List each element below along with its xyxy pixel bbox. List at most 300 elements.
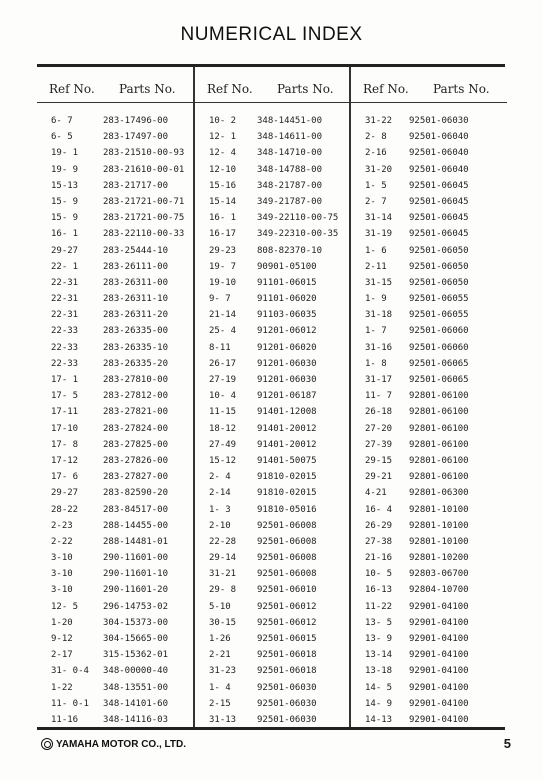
ref-no-cell: 27-38 xyxy=(365,536,393,547)
ref-no-cell: 22- 1 xyxy=(51,261,79,272)
table-row xyxy=(195,404,351,420)
table-row xyxy=(195,437,351,453)
ref-no-cell: 22-33 xyxy=(51,358,79,369)
parts-no-cell: 283-21721-00-75 xyxy=(103,213,185,224)
parts-no-cell: 283-82590-20 xyxy=(103,488,169,499)
parts-no-cell: 92501-06055 xyxy=(409,294,469,305)
table-row xyxy=(195,291,351,307)
ref-no-cell: 15- 9 xyxy=(51,213,79,224)
parts-no-cell: 288-14455-00 xyxy=(103,520,169,531)
parts-no-cell: 348-14611-00 xyxy=(257,132,323,143)
ref-no-cell: 31-21 xyxy=(209,569,237,580)
ref-no-cell: 27-20 xyxy=(365,423,393,434)
table-row xyxy=(37,323,193,339)
parts-no-cell: 348-14451-00 xyxy=(257,116,323,126)
index-column-2 xyxy=(193,67,351,727)
parts-no-cell: 91401-50075 xyxy=(257,455,317,466)
parts-no-cell: 92801-10100 xyxy=(409,504,469,515)
table-row xyxy=(195,210,351,226)
ref-no-cell: 27-39 xyxy=(365,439,393,450)
parts-no-cell: 283-26335-00 xyxy=(103,326,169,337)
table-row xyxy=(37,388,193,404)
ref-no-cell: 2-14 xyxy=(209,488,231,499)
ref-no-cell: 11-16 xyxy=(51,714,79,725)
table-row xyxy=(351,178,507,194)
parts-no-cell: 348-21787-00 xyxy=(257,180,323,191)
parts-no-cell: 91810-02015 xyxy=(257,472,317,483)
column-header xyxy=(37,67,193,103)
ref-no-cell: 12- 4 xyxy=(209,148,237,159)
table-row xyxy=(351,663,507,679)
ref-no-cell: 15-13 xyxy=(51,180,79,191)
ref-no-cell: 31- 0-4 xyxy=(51,666,89,677)
table-row xyxy=(351,259,507,275)
ref-no-cell: 15-14 xyxy=(209,196,237,207)
ref-no-cell: 17-12 xyxy=(51,455,79,466)
table-row xyxy=(195,485,351,501)
parts-no-cell: 92501-06015 xyxy=(257,634,317,644)
ref-no-cell: 10- 4 xyxy=(209,391,237,402)
ref-no-cell: 22-31 xyxy=(51,277,79,288)
table-row xyxy=(195,226,351,242)
parts-no-cell: 91103-06035 xyxy=(257,310,317,321)
ref-no-cell: 25- 4 xyxy=(209,326,237,337)
table-row xyxy=(351,129,507,145)
parts-no-cell: 91201-06030 xyxy=(257,375,317,385)
ref-no-cell: 1- 5 xyxy=(365,180,387,191)
page-number: 5 xyxy=(503,736,511,751)
parts-no-cell: 349-22110-00-75 xyxy=(257,213,339,224)
table-row xyxy=(195,469,351,485)
table-row xyxy=(351,712,507,728)
parts-no-cell: 92501-06008 xyxy=(257,536,317,547)
ref-no-cell: 26-29 xyxy=(365,520,393,531)
table-row xyxy=(351,243,507,259)
table-row xyxy=(195,178,351,194)
parts-no-cell: 92801-10100 xyxy=(409,536,469,547)
ref-no-cell: 8-11 xyxy=(209,342,231,353)
ref-no-cell: 1- 8 xyxy=(365,358,387,369)
parts-no-cell: 92901-04100 xyxy=(409,682,469,693)
table-row xyxy=(195,145,351,161)
table-row xyxy=(351,162,507,178)
parts-no-cell: 92501-06008 xyxy=(257,520,317,531)
table-row xyxy=(37,259,193,275)
ref-no-cell: 2-23 xyxy=(51,520,73,531)
table-row xyxy=(195,534,351,550)
table-row xyxy=(37,145,193,161)
yamaha-logo-icon xyxy=(41,738,53,750)
ref-no-cell: 19-10 xyxy=(209,277,237,288)
parts-no-cell: 92501-06050 xyxy=(409,277,469,288)
parts-no-cell: 92501-06030 xyxy=(257,698,317,709)
table-row xyxy=(195,566,351,582)
ref-no-cell: 22-33 xyxy=(51,326,79,337)
ref-no-cell: 16- 1 xyxy=(51,229,79,240)
table-row xyxy=(37,502,193,518)
parts-no-cell: 92501-06040 xyxy=(409,148,469,159)
table-row xyxy=(351,631,507,647)
ref-no-cell: 27-19 xyxy=(209,375,237,385)
ref-no-cell: 17- 8 xyxy=(51,439,79,450)
parts-no-cell: 91201-06020 xyxy=(257,342,317,353)
table-row xyxy=(195,194,351,210)
ref-no-cell: 6- 7 xyxy=(51,116,73,126)
ref-no-cell: 22-33 xyxy=(51,342,79,353)
table-row xyxy=(195,582,351,598)
table-row xyxy=(37,663,193,679)
parts-no-cell: 283-27821-00 xyxy=(103,407,169,418)
table-row xyxy=(351,226,507,242)
parts-no-cell: 92901-04100 xyxy=(409,650,469,661)
table-row xyxy=(37,615,193,631)
table-row xyxy=(195,615,351,631)
parts-no-cell: 92501-06008 xyxy=(257,553,317,564)
table-row xyxy=(37,550,193,566)
ref-no-cell: 18-12 xyxy=(209,423,237,434)
parts-no-cell: 92501-06045 xyxy=(409,229,469,240)
parts-no-cell: 92501-06030 xyxy=(257,714,317,725)
ref-no-cell: 29-21 xyxy=(365,472,393,483)
parts-no-cell: 92801-06100 xyxy=(409,439,469,450)
table-row xyxy=(37,518,193,534)
parts-no-cell: 91201-06030 xyxy=(257,358,317,369)
ref-no-cell: 31-13 xyxy=(209,714,237,725)
table-row xyxy=(195,680,351,696)
table-row xyxy=(351,680,507,696)
ref-no-cell: 10- 5 xyxy=(365,569,393,580)
parts-no-cell: 348-14710-00 xyxy=(257,148,323,159)
table-row xyxy=(195,631,351,647)
parts-no-cell: 283-27827-00 xyxy=(103,472,169,483)
ref-no-cell: 2- 4 xyxy=(209,472,231,483)
table-row xyxy=(37,712,193,728)
table-row xyxy=(351,615,507,631)
table-row xyxy=(37,243,193,259)
table-row xyxy=(37,631,193,647)
table-row xyxy=(37,113,193,129)
column-header xyxy=(195,67,351,103)
table-row xyxy=(37,340,193,356)
parts-no-cell: 91810-02015 xyxy=(257,488,317,499)
parts-no-cell: 92901-04100 xyxy=(409,666,469,677)
parts-no-cell: 91201-06187 xyxy=(257,391,317,402)
numerical-index-table xyxy=(37,64,505,730)
ref-no-cell: 31-22 xyxy=(365,116,393,126)
ref-no-cell: 1- 7 xyxy=(365,326,387,337)
table-row xyxy=(195,340,351,356)
column-header xyxy=(351,67,507,103)
table-row xyxy=(195,712,351,728)
rows-container xyxy=(195,103,351,728)
ref-no-cell: 1- 6 xyxy=(365,245,387,256)
ref-no-cell: 3-10 xyxy=(51,569,73,580)
ref-no-cell: 17-11 xyxy=(51,407,79,418)
ref-no-cell: 1- 3 xyxy=(209,504,231,515)
table-row xyxy=(37,210,193,226)
parts-no-cell: 92801-06100 xyxy=(409,472,469,483)
table-row xyxy=(351,356,507,372)
ref-no-cell: 31-18 xyxy=(365,310,393,321)
table-row xyxy=(351,518,507,534)
ref-no-cell: 26-17 xyxy=(209,358,237,369)
parts-no-cell: 296-14753-02 xyxy=(103,601,169,612)
table-row xyxy=(195,307,351,323)
parts-no-cell: 283-26311-00 xyxy=(103,277,169,288)
ref-no-cell: 29-27 xyxy=(51,488,79,499)
ref-no-cell: 9- 7 xyxy=(209,294,231,305)
parts-no-cell: 91401-12008 xyxy=(257,407,317,418)
table-row xyxy=(351,372,507,388)
parts-no-cell: 283-26335-20 xyxy=(103,358,169,369)
parts-no-cell: 92501-06012 xyxy=(257,617,317,628)
ref-no-cell: 2-22 xyxy=(51,536,73,547)
table-row xyxy=(351,453,507,469)
parts-no-cell: 92801-10100 xyxy=(409,520,469,531)
parts-no-cell: 92803-06700 xyxy=(409,569,469,580)
parts-no-cell: 283-17496-00 xyxy=(103,116,169,126)
ref-no-header: Ref No. xyxy=(363,82,409,96)
parts-no-cell: 92501-06030 xyxy=(257,682,317,693)
ref-no-cell: 11-22 xyxy=(365,601,393,612)
parts-no-cell: 92501-06010 xyxy=(257,585,317,596)
parts-no-cell: 283-25444-10 xyxy=(103,245,169,256)
parts-no-cell: 283-27825-00 xyxy=(103,439,169,450)
ref-no-cell: 21-16 xyxy=(365,553,393,564)
parts-no-cell: 91810-05016 xyxy=(257,504,317,515)
table-row xyxy=(351,566,507,582)
parts-no-cell: 92901-04100 xyxy=(409,714,469,725)
table-row xyxy=(195,453,351,469)
parts-no-cell: 92804-10700 xyxy=(409,585,469,596)
ref-no-cell: 11- 0-1 xyxy=(51,698,89,709)
parts-no-cell: 92501-06008 xyxy=(257,569,317,580)
parts-no-cell: 283-26311-10 xyxy=(103,294,169,305)
ref-no-cell: 13-18 xyxy=(365,666,393,677)
parts-no-cell: 92501-06040 xyxy=(409,132,469,143)
parts-no-cell: 91101-06020 xyxy=(257,294,317,305)
ref-no-cell: 14- 9 xyxy=(365,698,393,709)
table-row xyxy=(195,372,351,388)
table-row xyxy=(195,550,351,566)
table-row xyxy=(351,582,507,598)
ref-no-cell: 2-10 xyxy=(209,520,231,531)
ref-no-cell: 16-13 xyxy=(365,585,393,596)
table-row xyxy=(37,534,193,550)
parts-no-cell: 92501-06012 xyxy=(257,601,317,612)
parts-no-cell: 92501-06065 xyxy=(409,358,469,369)
parts-no-cell: 92501-06018 xyxy=(257,666,317,677)
table-row xyxy=(195,421,351,437)
ref-no-cell: 2- 7 xyxy=(365,196,387,207)
table-row xyxy=(37,437,193,453)
parts-no-cell: 91201-06012 xyxy=(257,326,317,337)
parts-no-cell: 92501-06045 xyxy=(409,196,469,207)
table-row xyxy=(351,534,507,550)
ref-no-cell: 2-16 xyxy=(365,148,387,159)
parts-no-cell: 283-27810-00 xyxy=(103,375,169,385)
table-row xyxy=(37,356,193,372)
parts-no-cell: 92501-06030 xyxy=(409,116,469,126)
ref-no-cell: 29- 8 xyxy=(209,585,237,596)
ref-no-cell: 15- 9 xyxy=(51,196,79,207)
parts-no-header: Parts No. xyxy=(433,82,490,96)
table-row xyxy=(37,291,193,307)
ref-no-cell: 21-14 xyxy=(209,310,237,321)
table-row xyxy=(351,291,507,307)
parts-no-cell: 283-17497-00 xyxy=(103,132,169,143)
table-row xyxy=(351,502,507,518)
table-row xyxy=(351,307,507,323)
ref-no-cell: 3-10 xyxy=(51,553,73,564)
parts-no-cell: 283-27824-00 xyxy=(103,423,169,434)
table-row xyxy=(37,307,193,323)
parts-no-cell: 348-14788-00 xyxy=(257,164,323,175)
ref-no-cell: 22-28 xyxy=(209,536,237,547)
table-row xyxy=(351,210,507,226)
table-row xyxy=(37,162,193,178)
table-row xyxy=(351,550,507,566)
table-row xyxy=(37,647,193,663)
parts-no-header: Parts No. xyxy=(119,82,176,96)
ref-no-cell: 2-15 xyxy=(209,698,231,709)
parts-no-cell: 349-22310-00-35 xyxy=(257,229,339,240)
ref-no-cell: 3-10 xyxy=(51,585,73,596)
ref-no-cell: 14- 5 xyxy=(365,682,393,693)
table-row xyxy=(195,259,351,275)
parts-no-cell: 283-21721-00-71 xyxy=(103,196,185,207)
parts-no-cell: 92501-06065 xyxy=(409,375,469,385)
parts-no-cell: 92901-04100 xyxy=(409,601,469,612)
table-row xyxy=(195,663,351,679)
ref-no-cell: 16- 4 xyxy=(365,504,393,515)
company-name: YAMAHA MOTOR CO., LTD. xyxy=(56,738,186,750)
ref-no-cell: 16- 1 xyxy=(209,213,237,224)
ref-no-cell: 26-18 xyxy=(365,407,393,418)
table-row xyxy=(37,421,193,437)
ref-no-cell: 2-21 xyxy=(209,650,231,661)
table-row xyxy=(351,113,507,129)
table-row xyxy=(195,696,351,712)
ref-no-cell: 29-15 xyxy=(365,455,393,466)
table-row xyxy=(37,194,193,210)
ref-no-cell: 16-17 xyxy=(209,229,237,240)
ref-no-cell: 11-15 xyxy=(209,407,237,418)
ref-no-cell: 30-15 xyxy=(209,617,237,628)
parts-no-cell: 315-15362-01 xyxy=(103,650,169,661)
parts-no-cell: 283-26111-00 xyxy=(103,261,169,272)
ref-no-cell: 4-21 xyxy=(365,488,387,499)
parts-no-cell: 92801-10200 xyxy=(409,553,469,564)
parts-no-cell: 283-27826-00 xyxy=(103,455,169,466)
ref-no-cell: 1-22 xyxy=(51,682,73,693)
parts-no-cell: 92801-06100 xyxy=(409,407,469,418)
parts-no-cell: 92501-06040 xyxy=(409,164,469,175)
table-row xyxy=(351,323,507,339)
ref-no-cell: 15-16 xyxy=(209,180,237,191)
table-row xyxy=(351,404,507,420)
table-row xyxy=(351,194,507,210)
parts-no-cell: 283-21510-00-93 xyxy=(103,148,185,159)
parts-no-cell: 283-21610-00-01 xyxy=(103,164,185,175)
parts-no-cell: 92901-04100 xyxy=(409,617,469,628)
table-row xyxy=(37,178,193,194)
table-row xyxy=(37,566,193,582)
table-row xyxy=(195,129,351,145)
parts-no-cell: 92801-06100 xyxy=(409,391,469,402)
table-row xyxy=(37,372,193,388)
table-row xyxy=(195,323,351,339)
table-row xyxy=(195,502,351,518)
table-row xyxy=(37,582,193,598)
parts-no-cell: 92501-06060 xyxy=(409,326,469,337)
parts-no-cell: 348-00000-40 xyxy=(103,666,169,677)
parts-no-cell: 283-26335-10 xyxy=(103,342,169,353)
table-row xyxy=(37,680,193,696)
parts-no-cell: 283-84517-00 xyxy=(103,504,169,515)
ref-no-cell: 29-27 xyxy=(51,245,79,256)
ref-no-cell: 14-13 xyxy=(365,714,393,725)
table-row xyxy=(351,340,507,356)
ref-no-cell: 29-23 xyxy=(209,245,237,256)
parts-no-cell: 348-14116-03 xyxy=(103,714,169,725)
ref-no-cell: 17- 5 xyxy=(51,391,79,402)
ref-no-cell: 1-26 xyxy=(209,634,231,644)
table-row xyxy=(195,647,351,663)
parts-no-cell: 304-15665-00 xyxy=(103,634,169,644)
ref-no-cell: 13-14 xyxy=(365,650,393,661)
parts-no-cell: 283-22110-00-33 xyxy=(103,229,185,240)
ref-no-cell: 2-17 xyxy=(51,650,73,661)
ref-no-cell: 2-11 xyxy=(365,261,387,272)
parts-no-cell: 91401-20012 xyxy=(257,439,317,450)
ref-no-cell: 27-49 xyxy=(209,439,237,450)
ref-no-cell: 31-19 xyxy=(365,229,393,240)
ref-no-cell: 31-23 xyxy=(209,666,237,677)
table-row xyxy=(195,243,351,259)
table-row xyxy=(351,485,507,501)
parts-no-cell: 92501-06018 xyxy=(257,650,317,661)
index-column-1 xyxy=(37,67,193,727)
ref-no-cell: 5-10 xyxy=(209,601,231,612)
ref-no-cell: 15-12 xyxy=(209,455,237,466)
ref-no-cell: 13- 9 xyxy=(365,634,393,644)
ref-no-cell: 1- 4 xyxy=(209,682,231,693)
ref-no-cell: 31-17 xyxy=(365,375,393,385)
parts-no-cell: 90901-05100 xyxy=(257,261,317,272)
ref-no-cell: 2- 8 xyxy=(365,132,387,143)
ref-no-cell: 19- 1 xyxy=(51,148,79,159)
ref-no-cell: 1-20 xyxy=(51,617,73,628)
ref-no-cell: 31-14 xyxy=(365,213,393,224)
ref-no-cell: 31-15 xyxy=(365,277,393,288)
parts-no-cell: 92501-06060 xyxy=(409,342,469,353)
table-row xyxy=(351,599,507,615)
parts-no-cell: 92501-06050 xyxy=(409,261,469,272)
table-row xyxy=(195,518,351,534)
parts-no-cell: 92901-04100 xyxy=(409,698,469,709)
ref-no-cell: 19- 7 xyxy=(209,261,237,272)
parts-no-cell: 92801-06100 xyxy=(409,455,469,466)
parts-no-cell: 290-11601-00 xyxy=(103,553,169,564)
table-row xyxy=(351,437,507,453)
ref-no-cell: 28-22 xyxy=(51,504,79,515)
table-row xyxy=(195,599,351,615)
table-row xyxy=(195,356,351,372)
company-footer xyxy=(41,738,186,750)
table-row xyxy=(195,113,351,129)
table-row xyxy=(195,275,351,291)
